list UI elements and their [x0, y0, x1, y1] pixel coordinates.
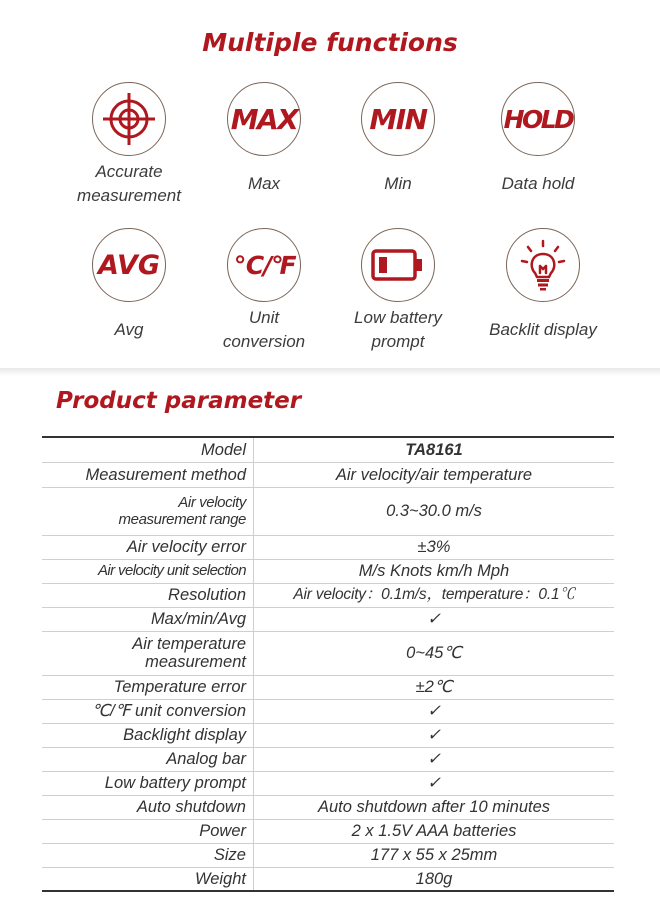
param-value: TA8161 [254, 437, 615, 462]
table-row [42, 559, 614, 583]
hold-icon-text: HOLD [503, 104, 573, 134]
param-key: Temperature error [42, 675, 254, 699]
table-row [42, 631, 614, 675]
crosshair-icon [92, 82, 166, 156]
feature-label-line: conversion [222, 332, 306, 351]
table-row [42, 535, 614, 559]
param-value: 0~45℃ [254, 631, 615, 675]
param-value: 177 x 55 x 25mm [254, 843, 615, 867]
param-value: M/s Knots km/h Mph [254, 559, 615, 583]
param-key: Backlight display [42, 723, 254, 747]
param-value: ✓ [254, 723, 615, 747]
param-value: ✓ [254, 699, 615, 723]
param-value: ±3% [254, 535, 615, 559]
temperature-unit-icon-text: ℃/℉ [233, 250, 295, 280]
param-key-line: measurement [145, 653, 246, 671]
table-row [42, 437, 614, 462]
section-divider [0, 368, 660, 376]
param-key [42, 631, 254, 675]
temperature-unit-icon [227, 228, 301, 302]
feature-label-line: Low battery [354, 308, 442, 327]
feature-accurate-measurement [54, 82, 204, 208]
param-key: Power [42, 819, 254, 843]
table-row [42, 843, 614, 867]
param-value: ✓ [254, 771, 615, 795]
param-value: 180g [254, 867, 615, 891]
avg-icon [92, 228, 166, 302]
params-title: Product parameter [56, 388, 302, 414]
feature-label-line: prompt [371, 332, 425, 351]
feature-label-line: Backlit display [489, 320, 597, 339]
feature-label-line: measurement [77, 186, 181, 205]
lightbulb-icon [506, 228, 580, 302]
param-value: Auto shutdown after 10 minutes [254, 795, 615, 819]
param-value: 2 x 1.5V AAA batteries [254, 819, 615, 843]
feature-low-battery [323, 228, 473, 354]
table-row [42, 675, 614, 699]
param-key: Auto shutdown [42, 795, 254, 819]
table-row [42, 723, 614, 747]
param-key-line: Air velocity [178, 494, 246, 511]
table-row [42, 867, 614, 891]
feature-min [323, 82, 473, 196]
param-key [42, 487, 254, 535]
param-key: Measurement method [42, 462, 254, 487]
table-row [42, 771, 614, 795]
table-row [42, 699, 614, 723]
param-value: 0.3~30.0 m/s [254, 487, 615, 535]
table-row [42, 583, 614, 607]
param-key: Air velocity error [42, 535, 254, 559]
avg-icon-text: AVG [97, 249, 161, 281]
table-row [42, 747, 614, 771]
feature-backlit-display [468, 228, 618, 342]
param-key: ℃/℉ unit conversion [42, 699, 254, 723]
param-key: Low battery prompt [42, 771, 254, 795]
features-title: Multiple functions [202, 28, 458, 57]
param-key: Size [42, 843, 254, 867]
max-icon-text: MAX [230, 102, 298, 136]
feature-label-line: Min [384, 174, 412, 193]
param-key-line: measurement range [118, 511, 246, 528]
param-key: Max/min/Avg [42, 607, 254, 631]
param-key: Model [42, 437, 254, 462]
param-value: Air velocity：0.1m/s，temperature：0.1℃ [254, 583, 615, 607]
hold-icon [501, 82, 575, 156]
param-key: Resolution [42, 583, 254, 607]
param-key: Weight [42, 867, 254, 891]
feature-label-line: Max [247, 174, 281, 193]
param-key-line: Air temperature [132, 635, 246, 653]
param-value: ✓ [254, 607, 615, 631]
min-icon [361, 82, 435, 156]
param-value: ±2℃ [254, 675, 615, 699]
feature-label-line: Accurate [95, 162, 163, 181]
param-key: Air velocity unit selection [42, 559, 254, 583]
param-value: ✓ [254, 747, 615, 771]
table-row [42, 819, 614, 843]
feature-label-line: Avg [114, 320, 144, 339]
feature-data-hold [463, 82, 613, 196]
feature-label-line: Data hold [501, 174, 575, 193]
params-table [42, 436, 614, 892]
param-key: Analog bar [42, 747, 254, 771]
feature-max [189, 82, 339, 196]
table-row [42, 487, 614, 535]
min-icon-text: MIN [369, 102, 427, 136]
max-icon [227, 82, 301, 156]
table-row [42, 795, 614, 819]
battery-icon [361, 228, 435, 302]
table-row [42, 607, 614, 631]
feature-avg [54, 228, 204, 342]
table-row [42, 462, 614, 487]
param-value: Air velocity/air temperature [254, 462, 615, 487]
feature-label-line: Unit [248, 308, 280, 327]
feature-unit-conversion [189, 228, 339, 354]
